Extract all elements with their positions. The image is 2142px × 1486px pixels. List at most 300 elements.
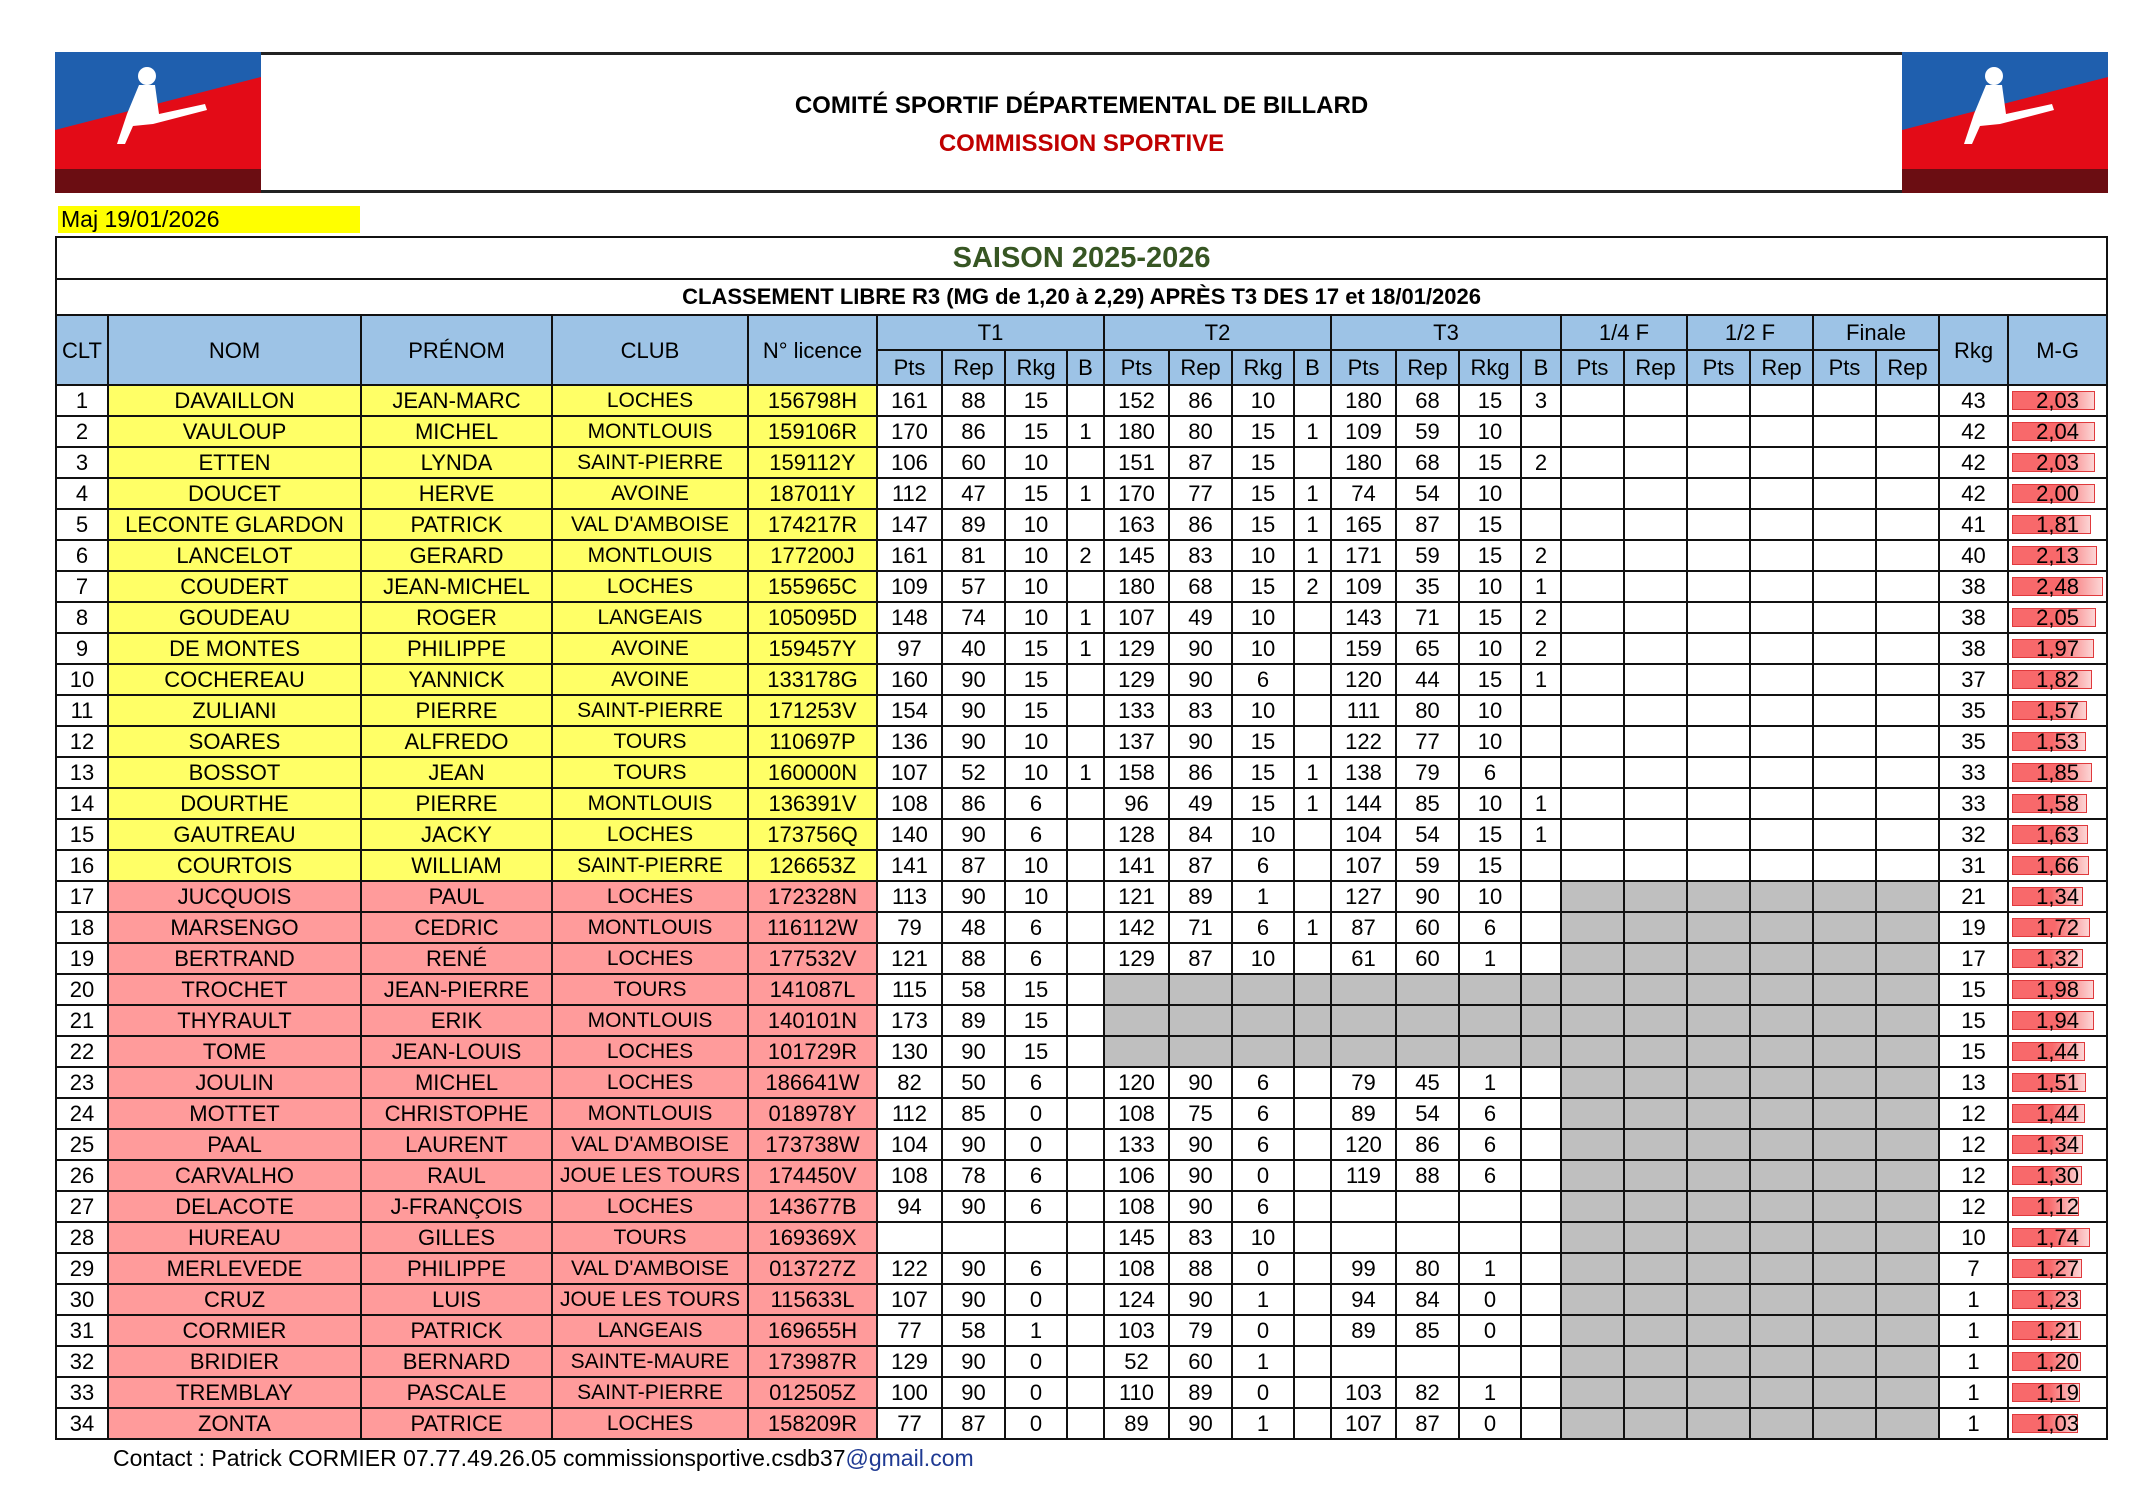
licence-cell: 160000N bbox=[748, 757, 877, 788]
t2-rkg-cell: 15 bbox=[1232, 478, 1294, 509]
t2-rep-cell: 86 bbox=[1169, 385, 1232, 416]
table-row bbox=[56, 1346, 2107, 1377]
t1-pts-cell: 109 bbox=[877, 571, 942, 602]
t3-pts-cell: 109 bbox=[1331, 416, 1396, 447]
t2-b-cell: 1 bbox=[1294, 912, 1331, 943]
club-cell: LOCHES bbox=[552, 385, 748, 416]
rank-cell: 26 bbox=[56, 1160, 108, 1191]
t2-rep-cell: 90 bbox=[1169, 726, 1232, 757]
t1-rkg-cell: 0 bbox=[1005, 1098, 1067, 1129]
mg-cell bbox=[2008, 850, 2107, 881]
t2-pts-cell: 89 bbox=[1104, 1408, 1169, 1439]
mg-cell bbox=[2008, 726, 2107, 757]
rank-cell: 4 bbox=[56, 478, 108, 509]
t1-rkg-cell: 6 bbox=[1005, 788, 1067, 819]
subheader-semi-pts: Pts bbox=[1687, 350, 1750, 385]
t3-pts-cell bbox=[1331, 1222, 1396, 1253]
t3-b-cell bbox=[1521, 416, 1561, 447]
t2-rep-cell: 90 bbox=[1169, 1408, 1232, 1439]
subheader-t1-rep: Rep bbox=[942, 350, 1005, 385]
t3-b-cell bbox=[1521, 1346, 1561, 1377]
first-name-cell: CHRISTOPHE bbox=[361, 1098, 552, 1129]
final-rep-cell bbox=[1876, 1284, 1939, 1315]
final-pts-cell bbox=[1813, 540, 1876, 571]
t3-rkg-cell: 15 bbox=[1459, 447, 1521, 478]
final-pts-cell bbox=[1813, 1377, 1876, 1408]
t3-rkg-cell: 6 bbox=[1459, 1160, 1521, 1191]
semi-pts-cell bbox=[1687, 1346, 1750, 1377]
final-pts-cell bbox=[1813, 1284, 1876, 1315]
quarter-rep-cell bbox=[1624, 1005, 1687, 1036]
t3-rkg-cell: 10 bbox=[1459, 695, 1521, 726]
t2-b-cell bbox=[1294, 695, 1331, 726]
t2-b-cell bbox=[1294, 726, 1331, 757]
last-name-cell: CARVALHO bbox=[108, 1160, 361, 1191]
t1-rkg-cell: 15 bbox=[1005, 385, 1067, 416]
t2-rkg-cell: 1 bbox=[1232, 1346, 1294, 1377]
first-name-cell: GERARD bbox=[361, 540, 552, 571]
t1-rkg-cell: 10 bbox=[1005, 726, 1067, 757]
t2-rep-cell: 49 bbox=[1169, 788, 1232, 819]
t1-rkg-cell: 15 bbox=[1005, 478, 1067, 509]
quarter-pts-cell bbox=[1561, 757, 1624, 788]
t1-pts-cell: 107 bbox=[877, 757, 942, 788]
t2-rep-cell: 87 bbox=[1169, 943, 1232, 974]
header-banner bbox=[55, 52, 2108, 193]
t3-pts-cell: 79 bbox=[1331, 1067, 1396, 1098]
t3-b-cell bbox=[1521, 1408, 1561, 1439]
rank-cell: 6 bbox=[56, 540, 108, 571]
mg-value: 1,44 bbox=[2036, 1101, 2079, 1126]
semi-pts-cell bbox=[1687, 1036, 1750, 1067]
quarter-rep-cell bbox=[1624, 478, 1687, 509]
rank-cell: 22 bbox=[56, 1036, 108, 1067]
subheader-quarter-rep: Rep bbox=[1624, 350, 1687, 385]
total-rkg-cell: 38 bbox=[1939, 633, 2008, 664]
season-title: SAISON 2025-2026 bbox=[56, 237, 2107, 279]
rank-cell: 9 bbox=[56, 633, 108, 664]
final-pts-cell bbox=[1813, 478, 1876, 509]
t1-rkg-cell: 15 bbox=[1005, 416, 1067, 447]
t1-pts-cell: 141 bbox=[877, 850, 942, 881]
t3-rkg-cell bbox=[1459, 1346, 1521, 1377]
semi-pts-cell bbox=[1687, 1129, 1750, 1160]
quarter-rep-cell bbox=[1624, 1191, 1687, 1222]
licence-cell: 177200J bbox=[748, 540, 877, 571]
semi-pts-cell bbox=[1687, 1222, 1750, 1253]
t1-rep-cell: 90 bbox=[942, 1191, 1005, 1222]
t1-pts-cell: 115 bbox=[877, 974, 942, 1005]
final-pts-cell bbox=[1813, 788, 1876, 819]
t1-rep-cell: 90 bbox=[942, 1129, 1005, 1160]
t3-rep-cell: 87 bbox=[1396, 509, 1459, 540]
t3-pts-cell: 61 bbox=[1331, 943, 1396, 974]
rank-cell: 1 bbox=[56, 385, 108, 416]
t1-rep-cell: 90 bbox=[942, 664, 1005, 695]
club-cell: TOURS bbox=[552, 1222, 748, 1253]
last-name-cell: BOSSOT bbox=[108, 757, 361, 788]
rank-cell: 25 bbox=[56, 1129, 108, 1160]
quarter-rep-cell bbox=[1624, 1408, 1687, 1439]
first-name-cell: LAURENT bbox=[361, 1129, 552, 1160]
mg-cell bbox=[2008, 385, 2107, 416]
semi-rep-cell bbox=[1750, 1284, 1813, 1315]
quarter-pts-cell bbox=[1561, 1067, 1624, 1098]
final-pts-cell bbox=[1813, 943, 1876, 974]
t1-pts-cell: 161 bbox=[877, 540, 942, 571]
mg-value: 1,27 bbox=[2036, 1256, 2079, 1281]
t3-rep-cell: 60 bbox=[1396, 943, 1459, 974]
t1-b-cell: 2 bbox=[1067, 540, 1104, 571]
t2-rkg-cell: 10 bbox=[1232, 943, 1294, 974]
licence-cell: 158209R bbox=[748, 1408, 877, 1439]
mg-cell bbox=[2008, 757, 2107, 788]
col-header-t1: T1 bbox=[877, 315, 1104, 350]
club-cell: JOUE LES TOURS bbox=[552, 1284, 748, 1315]
club-cell: LOCHES bbox=[552, 1408, 748, 1439]
t2-rkg-cell: 10 bbox=[1232, 695, 1294, 726]
commission-subtitle: COMMISSION SPORTIVE bbox=[938, 130, 1225, 157]
semi-rep-cell bbox=[1750, 943, 1813, 974]
final-rep-cell bbox=[1876, 1005, 1939, 1036]
table-row bbox=[56, 819, 2107, 850]
club-cell: MONTLOUIS bbox=[552, 1005, 748, 1036]
total-rkg-cell: 37 bbox=[1939, 664, 2008, 695]
col-header-final: Finale bbox=[1813, 315, 1939, 350]
total-rkg-cell: 40 bbox=[1939, 540, 2008, 571]
semi-rep-cell bbox=[1750, 1067, 1813, 1098]
licence-cell: 159106R bbox=[748, 416, 877, 447]
rank-cell: 32 bbox=[56, 1346, 108, 1377]
t1-pts-cell: 97 bbox=[877, 633, 942, 664]
final-rep-cell bbox=[1876, 912, 1939, 943]
licence-cell: 169369X bbox=[748, 1222, 877, 1253]
total-rkg-cell: 41 bbox=[1939, 509, 2008, 540]
t2-rep-cell: 68 bbox=[1169, 571, 1232, 602]
t1-pts-cell: 113 bbox=[877, 881, 942, 912]
semi-pts-cell bbox=[1687, 385, 1750, 416]
t1-pts-cell: 173 bbox=[877, 1005, 942, 1036]
mg-cell bbox=[2008, 664, 2107, 695]
quarter-rep-cell bbox=[1624, 1067, 1687, 1098]
final-rep-cell bbox=[1876, 416, 1939, 447]
first-name-cell: ALFREDO bbox=[361, 726, 552, 757]
semi-pts-cell bbox=[1687, 788, 1750, 819]
t3-rep-cell: 54 bbox=[1396, 1098, 1459, 1129]
last-name-cell: DOUCET bbox=[108, 478, 361, 509]
t2-rep-cell: 86 bbox=[1169, 509, 1232, 540]
club-cell: SAINT-PIERRE bbox=[552, 695, 748, 726]
mg-value: 1,51 bbox=[2036, 1070, 2079, 1095]
t1-rep-cell: 90 bbox=[942, 881, 1005, 912]
quarter-rep-cell bbox=[1624, 912, 1687, 943]
t3-rep-cell bbox=[1396, 1005, 1459, 1036]
first-name-cell: JEAN-LOUIS bbox=[361, 1036, 552, 1067]
t1-b-cell bbox=[1067, 788, 1104, 819]
t1-rep-cell: 90 bbox=[942, 1377, 1005, 1408]
final-pts-cell bbox=[1813, 1253, 1876, 1284]
mg-cell bbox=[2008, 695, 2107, 726]
t1-rkg-cell: 6 bbox=[1005, 1191, 1067, 1222]
t1-rkg-cell: 10 bbox=[1005, 850, 1067, 881]
rank-cell: 14 bbox=[56, 788, 108, 819]
semi-pts-cell bbox=[1687, 540, 1750, 571]
t3-b-cell bbox=[1521, 695, 1561, 726]
t3-rep-cell: 59 bbox=[1396, 416, 1459, 447]
final-rep-cell bbox=[1876, 602, 1939, 633]
t3-rkg-cell: 15 bbox=[1459, 540, 1521, 571]
t1-b-cell bbox=[1067, 571, 1104, 602]
t3-b-cell: 1 bbox=[1521, 571, 1561, 602]
t3-b-cell bbox=[1521, 509, 1561, 540]
licence-cell: 012505Z bbox=[748, 1377, 877, 1408]
t1-pts-cell: 122 bbox=[877, 1253, 942, 1284]
t3-rkg-cell bbox=[1459, 1005, 1521, 1036]
mg-cell bbox=[2008, 1377, 2107, 1408]
first-name-cell: MICHEL bbox=[361, 1067, 552, 1098]
first-name-cell: JEAN-MARC bbox=[361, 385, 552, 416]
table-row bbox=[56, 943, 2107, 974]
t3-rep-cell: 59 bbox=[1396, 540, 1459, 571]
t1-b-cell bbox=[1067, 1005, 1104, 1036]
t2-b-cell bbox=[1294, 1222, 1331, 1253]
quarter-rep-cell bbox=[1624, 416, 1687, 447]
t2-rkg-cell: 10 bbox=[1232, 633, 1294, 664]
mg-cell bbox=[2008, 1005, 2107, 1036]
t1-pts-cell: 77 bbox=[877, 1408, 942, 1439]
licence-cell: 174217R bbox=[748, 509, 877, 540]
t1-pts-cell: 77 bbox=[877, 1315, 942, 1346]
quarter-rep-cell bbox=[1624, 602, 1687, 633]
last-name-cell: GOUDEAU bbox=[108, 602, 361, 633]
first-name-cell: JEAN-MICHEL bbox=[361, 571, 552, 602]
first-name-cell: LUIS bbox=[361, 1284, 552, 1315]
t2-rkg-cell: 6 bbox=[1232, 1129, 1294, 1160]
t2-pts-cell: 145 bbox=[1104, 1222, 1169, 1253]
t1-rkg-cell bbox=[1005, 1222, 1067, 1253]
subheader-t2-rep: Rep bbox=[1169, 350, 1232, 385]
quarter-rep-cell bbox=[1624, 695, 1687, 726]
t1-rkg-cell: 0 bbox=[1005, 1377, 1067, 1408]
mg-cell bbox=[2008, 602, 2107, 633]
semi-rep-cell bbox=[1750, 664, 1813, 695]
licence-cell: 155965C bbox=[748, 571, 877, 602]
t1-rkg-cell: 6 bbox=[1005, 1067, 1067, 1098]
t3-pts-cell: 120 bbox=[1331, 664, 1396, 695]
mg-value: 1,97 bbox=[2036, 636, 2079, 661]
mg-value: 1,34 bbox=[2036, 884, 2079, 909]
final-rep-cell bbox=[1876, 1346, 1939, 1377]
t3-pts-cell: 103 bbox=[1331, 1377, 1396, 1408]
mg-value: 1,03 bbox=[2036, 1411, 2079, 1436]
semi-rep-cell bbox=[1750, 850, 1813, 881]
mg-cell bbox=[2008, 447, 2107, 478]
quarter-rep-cell bbox=[1624, 1222, 1687, 1253]
subheader-final-rep: Rep bbox=[1876, 350, 1939, 385]
t1-b-cell bbox=[1067, 1098, 1104, 1129]
t2-b-cell: 1 bbox=[1294, 757, 1331, 788]
club-cell: LANGEAIS bbox=[552, 1315, 748, 1346]
semi-rep-cell bbox=[1750, 602, 1813, 633]
total-rkg-cell: 32 bbox=[1939, 819, 2008, 850]
t2-b-cell bbox=[1294, 602, 1331, 633]
final-rep-cell bbox=[1876, 943, 1939, 974]
t3-rep-cell: 45 bbox=[1396, 1067, 1459, 1098]
semi-pts-cell bbox=[1687, 943, 1750, 974]
first-name-cell: PHILIPPE bbox=[361, 633, 552, 664]
semi-pts-cell bbox=[1687, 1160, 1750, 1191]
subheader-t3-b: B bbox=[1521, 350, 1561, 385]
final-pts-cell bbox=[1813, 819, 1876, 850]
mg-cell bbox=[2008, 478, 2107, 509]
quarter-pts-cell bbox=[1561, 1284, 1624, 1315]
t1-rep-cell: 90 bbox=[942, 695, 1005, 726]
last-name-cell: COCHEREAU bbox=[108, 664, 361, 695]
t3-pts-cell: 143 bbox=[1331, 602, 1396, 633]
semi-pts-cell bbox=[1687, 1408, 1750, 1439]
t3-pts-cell: 94 bbox=[1331, 1284, 1396, 1315]
first-name-cell: PATRICK bbox=[361, 509, 552, 540]
t2-rkg-cell: 15 bbox=[1232, 726, 1294, 757]
t1-pts-cell: 148 bbox=[877, 602, 942, 633]
mg-cell bbox=[2008, 571, 2107, 602]
t1-b-cell bbox=[1067, 974, 1104, 1005]
semi-pts-cell bbox=[1687, 1191, 1750, 1222]
t1-b-cell bbox=[1067, 726, 1104, 757]
final-pts-cell bbox=[1813, 633, 1876, 664]
t1-rkg-cell: 15 bbox=[1005, 974, 1067, 1005]
t1-b-cell bbox=[1067, 850, 1104, 881]
t2-rkg-cell: 15 bbox=[1232, 416, 1294, 447]
last-name-cell: DE MONTES bbox=[108, 633, 361, 664]
first-name-cell: GILLES bbox=[361, 1222, 552, 1253]
t3-pts-cell: 180 bbox=[1331, 385, 1396, 416]
t1-rep-cell: 88 bbox=[942, 385, 1005, 416]
t3-rkg-cell: 10 bbox=[1459, 571, 1521, 602]
first-name-cell: MICHEL bbox=[361, 416, 552, 447]
t1-pts-cell: 121 bbox=[877, 943, 942, 974]
club-cell: VAL D'AMBOISE bbox=[552, 509, 748, 540]
mg-value: 1,20 bbox=[2036, 1349, 2079, 1374]
ranking-sheet bbox=[55, 236, 2108, 1472]
mg-cell bbox=[2008, 1067, 2107, 1098]
licence-cell: 140101N bbox=[748, 1005, 877, 1036]
mg-value: 2,13 bbox=[2036, 543, 2079, 568]
t3-b-cell bbox=[1521, 912, 1561, 943]
licence-cell: 101729R bbox=[748, 1036, 877, 1067]
t1-pts-cell bbox=[877, 1222, 942, 1253]
semi-rep-cell bbox=[1750, 1253, 1813, 1284]
t3-rkg-cell: 1 bbox=[1459, 1067, 1521, 1098]
quarter-rep-cell bbox=[1624, 664, 1687, 695]
total-rkg-cell: 42 bbox=[1939, 416, 2008, 447]
final-rep-cell bbox=[1876, 850, 1939, 881]
t3-rep-cell: 71 bbox=[1396, 602, 1459, 633]
total-rkg-cell: 1 bbox=[1939, 1346, 2008, 1377]
t1-b-cell bbox=[1067, 819, 1104, 850]
t2-pts-cell: 124 bbox=[1104, 1284, 1169, 1315]
t3-rkg-cell: 10 bbox=[1459, 633, 1521, 664]
mg-value: 1,30 bbox=[2036, 1163, 2079, 1188]
licence-cell: 105095D bbox=[748, 602, 877, 633]
total-rkg-cell: 12 bbox=[1939, 1191, 2008, 1222]
t3-b-cell bbox=[1521, 726, 1561, 757]
club-cell: SAINT-PIERRE bbox=[552, 1377, 748, 1408]
t3-b-cell: 1 bbox=[1521, 819, 1561, 850]
licence-cell: 172328N bbox=[748, 881, 877, 912]
t3-rkg-cell: 1 bbox=[1459, 1253, 1521, 1284]
t2-b-cell bbox=[1294, 1346, 1331, 1377]
licence-cell: 174450V bbox=[748, 1160, 877, 1191]
t2-b-cell: 1 bbox=[1294, 509, 1331, 540]
quarter-rep-cell bbox=[1624, 943, 1687, 974]
mg-value: 1,57 bbox=[2036, 698, 2079, 723]
final-pts-cell bbox=[1813, 1098, 1876, 1129]
semi-pts-cell bbox=[1687, 478, 1750, 509]
t3-b-cell bbox=[1521, 1222, 1561, 1253]
final-rep-cell bbox=[1876, 788, 1939, 819]
club-cell: TOURS bbox=[552, 974, 748, 1005]
licence-cell: 115633L bbox=[748, 1284, 877, 1315]
t1-rep-cell: 90 bbox=[942, 819, 1005, 850]
licence-cell: 141087L bbox=[748, 974, 877, 1005]
mg-cell bbox=[2008, 819, 2107, 850]
rank-cell: 21 bbox=[56, 1005, 108, 1036]
final-rep-cell bbox=[1876, 695, 1939, 726]
total-rkg-cell: 42 bbox=[1939, 447, 2008, 478]
t3-pts-cell: 180 bbox=[1331, 447, 1396, 478]
t3-rkg-cell: 10 bbox=[1459, 416, 1521, 447]
t2-rep-cell bbox=[1169, 1036, 1232, 1067]
table-row bbox=[56, 540, 2107, 571]
t2-rep-cell: 89 bbox=[1169, 1377, 1232, 1408]
licence-cell: 013727Z bbox=[748, 1253, 877, 1284]
contact-email-domain[interactable]: @gmail.com bbox=[845, 1445, 974, 1471]
t3-rkg-cell: 15 bbox=[1459, 850, 1521, 881]
semi-pts-cell bbox=[1687, 1098, 1750, 1129]
t2-pts-cell: 145 bbox=[1104, 540, 1169, 571]
last-name-cell: ZULIANI bbox=[108, 695, 361, 726]
t1-b-cell bbox=[1067, 447, 1104, 478]
mg-cell bbox=[2008, 912, 2107, 943]
club-cell: AVOINE bbox=[552, 664, 748, 695]
quarter-pts-cell bbox=[1561, 633, 1624, 664]
t2-rkg-cell: 1 bbox=[1232, 1408, 1294, 1439]
club-cell: JOUE LES TOURS bbox=[552, 1160, 748, 1191]
first-name-cell: CEDRIC bbox=[361, 912, 552, 943]
semi-rep-cell bbox=[1750, 1315, 1813, 1346]
rank-cell: 11 bbox=[56, 695, 108, 726]
first-name-cell: ERIK bbox=[361, 1005, 552, 1036]
last-name-cell: BERTRAND bbox=[108, 943, 361, 974]
t1-b-cell bbox=[1067, 1222, 1104, 1253]
final-pts-cell bbox=[1813, 695, 1876, 726]
last-name-cell: PAAL bbox=[108, 1129, 361, 1160]
t3-b-cell bbox=[1521, 1129, 1561, 1160]
table-row bbox=[56, 385, 2107, 416]
table-row bbox=[56, 1284, 2107, 1315]
rank-cell: 19 bbox=[56, 943, 108, 974]
t3-rep-cell bbox=[1396, 974, 1459, 1005]
final-rep-cell bbox=[1876, 974, 1939, 1005]
mg-value: 1,81 bbox=[2036, 512, 2079, 537]
total-rkg-cell: 35 bbox=[1939, 695, 2008, 726]
total-rkg-cell: 42 bbox=[1939, 478, 2008, 509]
mg-cell bbox=[2008, 1191, 2107, 1222]
semi-pts-cell bbox=[1687, 819, 1750, 850]
rank-cell: 3 bbox=[56, 447, 108, 478]
semi-rep-cell bbox=[1750, 1098, 1813, 1129]
